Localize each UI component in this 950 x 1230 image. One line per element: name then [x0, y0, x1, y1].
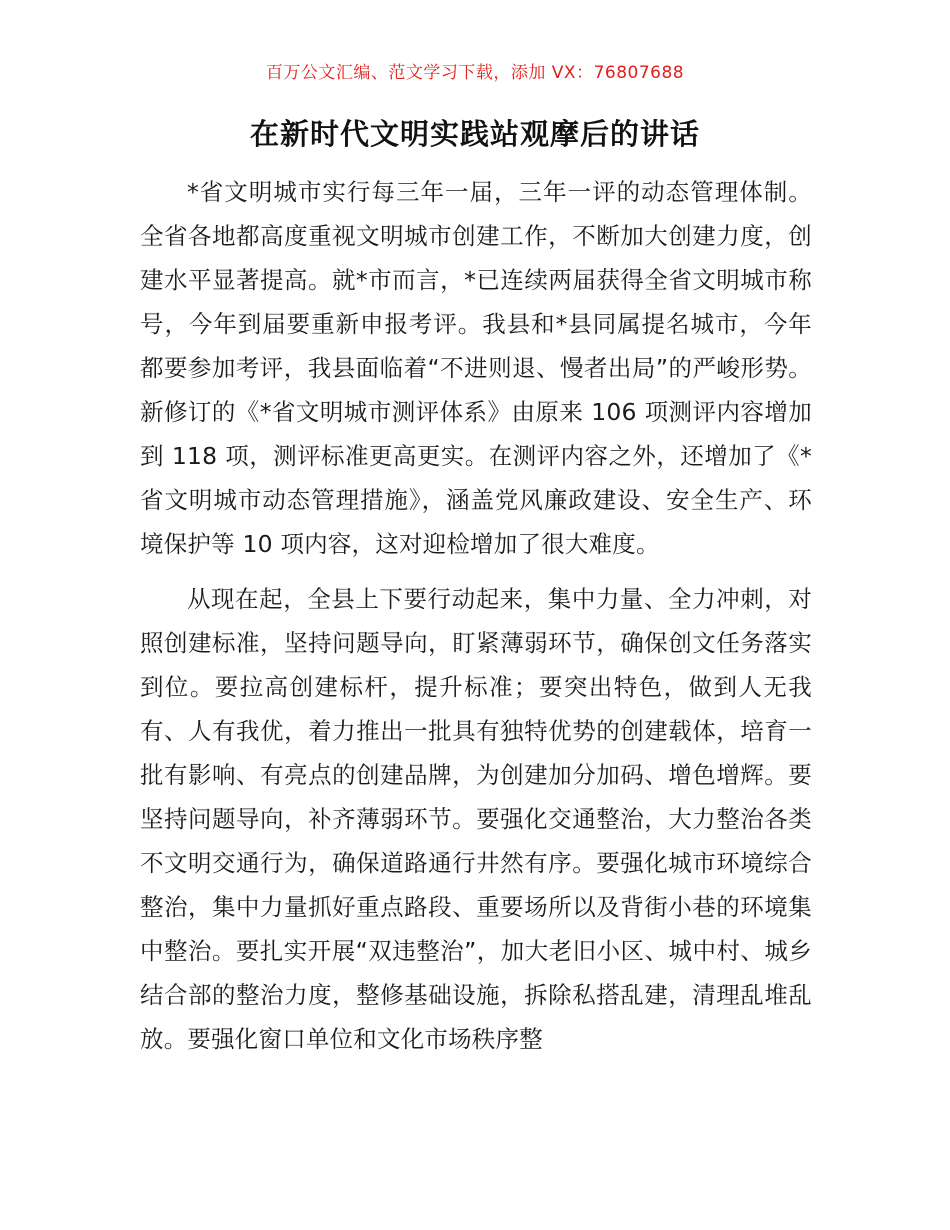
header-watermark-note: 百万公文汇编、范文学习下载，添加 VX：76807688	[265, 63, 685, 83]
body-paragraph-2: 从现在起，全县上下要行动起来，集中力量、全力冲刺，对照创建标准，坚持问题导向，盯紧薄弱环节，确保创文任务落实到位。要拉高创建标杆，提升标准；要突出特色，做到人无我有、人有我优，着力推出一批具有独特优势的创建载体，培育一批有影响、有亮点的创建品牌，为创建加分加码、增色增辉。要坚持问题导向，补齐薄弱环节。要强化交通整治，大力整治各类不文明交通行为，确保道路通行井然有序。要强化城市环境综合整治，集中力量抓好重点路段、重要场所以及背街小巷的环境集中整治。要扎实开展“双违整治”，加大老旧小区、城中村、城乡结合部的整治力度，整修基础设施，拆除私搭乱建，清理乱堆乱放。要强化窗口单位和文化市场秩序整	[140, 585, 812, 1053]
document-title: 在新时代文明实践站观摩后的讲话	[249, 117, 700, 151]
body-paragraph-1: *省文明城市实行每三年一届，三年一评的动态管理体制。全省各地都高度重视文明城市创建工作，不断加大创建力度，创建水平显著提高。就*市而言，*已连续两届获得全省文明城市称号，今年到届要重新申报考评。我县和*县同属提名城市，今年都要参加考评，我县面临着“不进则退、慢者出局”的严峻形势。新修订的《*省文明城市测评体系》由原来 106 项测评内容增加到 118 项，测评标准更高更实。在测评内容之外，还增加了《*省文明城市动态管理措施》，涵盖党风廉政建设、安全生产、环境保护等 10 项内容，这对迎检增加了很大难度。	[140, 178, 812, 558]
document-body	[140, 170, 812, 1061]
